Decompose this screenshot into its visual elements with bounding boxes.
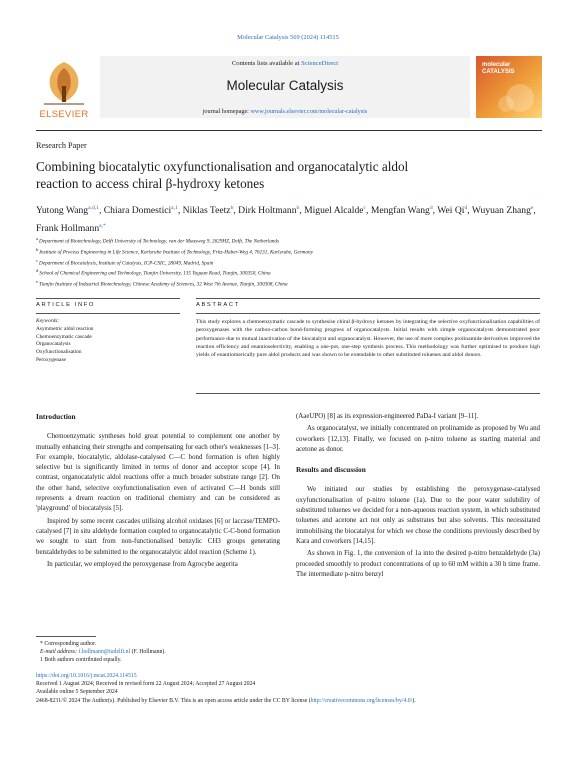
contents-prefix: Contents lists available at [231,60,302,67]
author-affiliation-marker[interactable]: b [230,205,234,211]
running-header[interactable]: Molecular Catalysis 569 (2024) 114515 [237,34,339,41]
article-type: Research Paper [36,141,87,150]
author-affiliation-marker[interactable]: a,* [99,222,106,229]
journal-homepage [100,108,470,115]
email-link[interactable]: f.hollmann@tudelft.nl [78,649,131,656]
license-prefix: 2468-8231/© 2024 The Author(s). Published by Elsevier B.V. This is an open access article under the CC BY license ( [36,697,311,704]
keyword-item: Organocatalysis [36,341,71,348]
publication-info [36,672,546,705]
elsevier-wordmark: ELSEVIER [39,108,89,119]
author-separator: , [533,205,536,217]
author-list [36,201,536,236]
title-line-1: Combining biocatalytic oxyfunctionalisation and organocatalytic aldol [36,159,409,174]
keyword-list [36,326,180,365]
affiliation-item [36,246,536,257]
cover-title: molecular CATALYSIS [482,62,515,75]
author-name-text: Yutong Wang [36,205,89,217]
author-separator: , [233,205,239,217]
author-name [36,205,99,216]
license-suffix: ). [412,697,416,704]
author-name [371,205,433,216]
contents-line [100,60,470,67]
author-name [104,205,178,216]
author-name [304,205,366,216]
keywords-block [36,318,180,365]
affiliation-item [36,257,536,268]
right-column [296,412,540,582]
author-separator: , [467,205,472,217]
affiliation-marker: d [36,268,40,274]
affiliation-text: Institute of Process Engineering in Life Science, Karlsruhe Institute of Technology, Fritz-Haber-Weg 4, 76131, Karlsruhe, Germany [39,249,313,256]
abstract-heading: ABSTRACT [196,302,240,308]
author-name-text: Niklas Teetz [182,205,231,217]
journal-info-box [100,56,470,118]
author-name [183,205,234,216]
affiliation-marker: e [36,279,40,285]
doi-link[interactable]: https://doi.org/10.1016/j.mcat.2024.114515 [36,673,137,679]
author-name-text: Frank Hollmann [36,222,100,234]
keyword-item: Oxyfunctionalisation [36,349,82,356]
author-affiliation-marker[interactable]: e [530,205,534,211]
introduction-heading: Introduction [36,412,76,421]
results-paragraph-1: We initiated our studies by establishing the peroxygenase-catalysed oxyfunctionalisation of p-nitro toluene (1a). Due to the poor water solubility of substituted toluenes we decided for a non-aqueous reaction system, in which substituted toluenes and acetone act not only as substrates but also solvents. This necessitated immobilising the biocatalyst for which we chose the conditions previously described by Kara and coworkers [14,15]. [296,486,540,545]
author-name [437,205,467,216]
article-info-heading: ARTICLE INFO [36,302,96,308]
equal-contribution-note: 1 Both authors contributed equally. [40,657,122,664]
footnote-rule [36,636,96,637]
license-line [36,697,546,705]
abstract-rule-2 [196,313,540,314]
corresponding-author-note: * Corresponding author. [40,641,97,647]
results-heading: Results and discussion [296,465,366,475]
affiliation-marker: a [36,236,40,241]
abstract-rule [196,298,540,299]
affiliation-text: Department of Biotechnology, Delft University of Technology, van der Maasweg 9, 2629HZ, Delft, The Netherlands [39,238,280,245]
keyword-item: Chemoenzymatic cascade [36,333,92,340]
author-separator: , [98,205,104,217]
affiliation-item [36,235,536,246]
affiliation-text: Tianjin Institute of Industrial Biotechnology, Chinese Academy of Sciences, 32 West 7th Avenue, Tianjin, 300308, China [39,282,288,289]
author-affiliation-marker[interactable]: a,d,1 [88,205,99,211]
masthead-divider [36,130,542,131]
affiliation-item [36,278,536,289]
author-affiliation-marker[interactable]: b [296,205,300,211]
right-paragraph-organocatalyst: As organocatalyst, we initially concentrated on prolinamide as proposed by Wu and coworkers [12,13]. Finally, we focused on p-nitro toluene as starting material and acetone as donor. [296,425,540,453]
author-separator: , [432,205,438,217]
author-affiliation-marker[interactable]: c [363,205,367,211]
journal-masthead [36,56,542,124]
cover-graphic [476,56,542,118]
author-separator: , [299,205,305,217]
keyword-item: Peroxygenase [36,356,66,363]
left-column [36,412,280,572]
author-name-text: Mengfan Wang [370,205,430,217]
author-name-text: Miguel Alcalde [304,205,364,217]
abstract-bottom-rule [196,393,540,394]
keywords-label: Keywords: [36,318,60,324]
email-suffix: (F. Hollmann). [130,649,166,656]
title-line-2: reaction to access chiral β-hydroxy ketones [36,176,265,191]
article-info-rule [36,298,180,299]
keyword-item: Asymmetric aldol reaction [36,325,94,332]
author-name [238,205,299,216]
right-paragraph-continued: (AaeUPO) [8] as its expression-engineered PaDa-I variant [9–11]. [296,413,479,420]
author-name-text: Chiara Domestici [103,205,172,217]
author-name-text: Dirk Holtmann [238,205,297,217]
affiliation-marker: c [36,257,40,263]
journal-cover-thumbnail [476,56,542,118]
intro-paragraph-1: Chemoenzymatic syntheses hold great potential to complement one another by mutually enhancing their strengths and compensating for each other's weaknesses [1–3]. For example, biocatalytic, aldolase-catalysed C—C bond formation is often highly selective but is significantly limited in terms of donor and acceptor scope [4]. In contrast, organocatalytic aldol reactions offer a much broader substrate range [2]. On the other hand, selective oxyfunctionalisation even of activated C—H bonds still represents a dream reaction on traditional chemistry and can be considered as 'playground' of biocatalysis [5]. [36,433,280,513]
available-online: Available online 5 September 2024 [36,689,118,696]
homepage-prefix: journal homepage: [202,108,251,115]
elsevier-logo [36,56,92,122]
received-dates: Received 1 August 2024; Received in revised form 22 August 2024; Accepted 27 August 2024 [36,681,256,688]
abstract-text: This study explores a chemoenzymatic cascade to synthesise chiral β-hydroxy ketones by integrating the selective oxyfunctionalisation capabilities of peroxygenases with the carbon-carbon bond-forming progress of organocatalysts. Initial results with simple organocatalysts demonstrated poor performance due to mutual inactivation of the biocatalyst and organocatalyst. However, the use of more complex prolinamide derivatives improved the reaction efficiency and enantioselectivity, enabling a one-pot, one-step synthesis process. This methodology was further optimised to produce high yields of enantiomerically pure aldol products and was shown to be extendable to other substituted toluenes and aldol donors. [196,319,540,359]
article-info-rule-2 [36,313,180,314]
author-name [36,223,106,234]
author-name-text: Wei Qi [437,205,465,217]
affiliation-list [36,235,536,289]
affiliation-text: School of Chemical Engineering and Technology, Tianjin University, 135 Yaguan Road, Tianjin, 300350, China [39,271,271,278]
author-name-text: Wuyuan Zhang [471,205,531,217]
affiliation-item [36,267,536,278]
results-paragraph-2: As shown in Fig. 1, the conversion of 1a into the desired p-nitro benzaldehyde (3a) proceeded smoothly to product concentrations of up to 60 mM within a 30 h time frame. The intermediate p-nitro benzyl [296,550,540,578]
affiliation-marker: b [36,246,40,252]
journal-title: Molecular Catalysis [226,78,344,93]
affiliation-text: Department of Biocatalysis, Institute of Catalysis, ICP-CSIC, 28049, Madrid, Spain [39,260,214,267]
article-title [36,158,516,192]
license-link[interactable]: http://creativecommons.org/licenses/by/4.0/ [310,697,413,704]
author-affiliation-marker[interactable]: d [464,205,468,211]
author-name [472,205,534,216]
author-affiliation-marker[interactable]: d [429,205,433,211]
sciencedirect-link[interactable]: ScienceDirect [301,60,339,67]
email-note [40,648,290,656]
author-affiliation-marker[interactable]: a,1 [171,205,178,211]
email-label: E-mail address: [40,649,79,656]
author-separator: , [177,205,183,217]
intro-paragraph-3: In particular, we employed the peroxygenase from Agrocybe aegerita [47,560,238,568]
homepage-link[interactable]: www.journals.elsevier.com/molecular-catalysis [250,108,368,115]
footnotes [40,640,290,665]
author-separator: , [366,205,371,217]
intro-paragraph-2: Inspired by some recent cascades utilising alcohol oxidases [6] or laccase/TEMPO-catalysed [7] in situ aldehyde formation coupled to organocatalytic C-C-bond formation we sought to start from non-functionalised benzylic CH3 groups generating benzaldehydes to be submitted to the organocatalytic aldol reaction (Scheme 1). [36,517,280,556]
